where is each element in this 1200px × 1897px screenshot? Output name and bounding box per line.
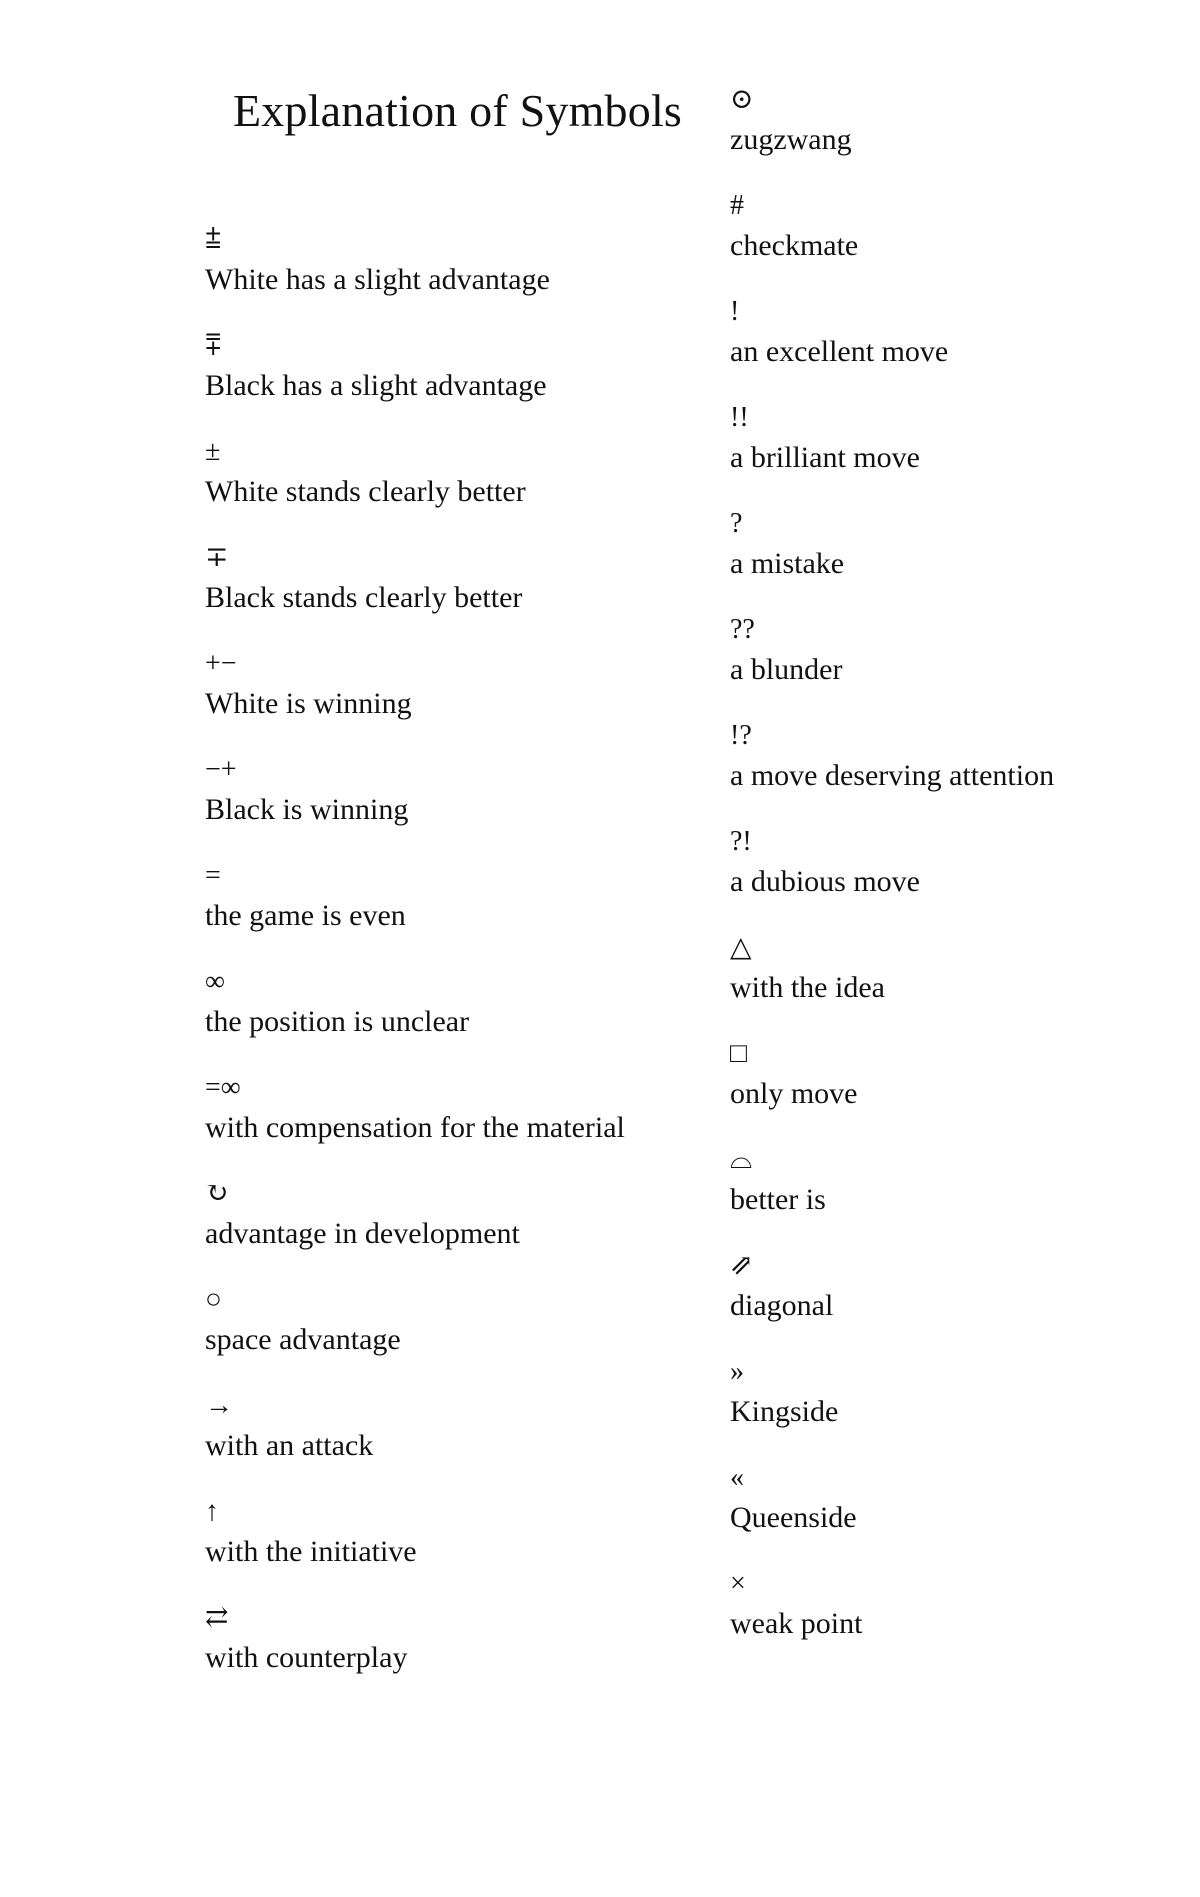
- double-right-chevron-icon: »: [730, 1356, 744, 1387]
- symbol-meaning: White has a slight advantage: [205, 263, 550, 296]
- dotted-circle-icon: ⊙: [730, 84, 754, 115]
- double-question-icon: ??: [730, 614, 755, 645]
- symbol-entry: [205, 220, 625, 326]
- symbol-entry: [730, 1034, 1054, 1140]
- symbol-entry: [205, 1598, 625, 1704]
- equal-minus-plus-icon: ⩱: [205, 330, 222, 361]
- symbol-entry: [205, 432, 625, 538]
- symbol-meaning: an excellent move: [730, 335, 949, 368]
- up-arrow-icon: ↑: [205, 1496, 219, 1527]
- infinity-icon: ∞: [205, 966, 225, 997]
- symbol-entry: [730, 398, 1054, 504]
- symbol-entry: [730, 822, 1054, 928]
- symbol-meaning: Black is winning: [205, 793, 409, 826]
- symbol-meaning: with counterplay: [205, 1641, 408, 1674]
- symbol-entry: [730, 1352, 1054, 1458]
- right-symbol-list: [730, 80, 1054, 1670]
- left-right-arrows-icon: ⇄: [205, 1602, 229, 1633]
- symbol-entry: [730, 716, 1054, 822]
- symbol-entry: [205, 1386, 625, 1492]
- symbol-meaning: Kingside: [730, 1395, 839, 1428]
- symbol-meaning: space advantage: [205, 1323, 401, 1356]
- symbol-meaning: Queenside: [730, 1501, 857, 1534]
- symbol-entry: [730, 1458, 1054, 1564]
- symbol-meaning: with the initiative: [205, 1535, 417, 1568]
- symbol-meaning: the game is even: [205, 899, 406, 932]
- symbol-meaning: the position is unclear: [205, 1005, 470, 1038]
- symbol-entry: [205, 538, 625, 644]
- symbol-meaning: with compensation for the material: [205, 1111, 625, 1144]
- hash-icon: #: [730, 190, 744, 221]
- symbol-meaning: with the idea: [730, 971, 885, 1004]
- left-symbol-list: [205, 220, 625, 1704]
- symbol-meaning: a mistake: [730, 547, 845, 580]
- symbol-meaning: Black stands clearly better: [205, 581, 523, 614]
- half-circle-icon: ⌓: [730, 1144, 753, 1175]
- symbol-meaning: White stands clearly better: [205, 475, 526, 508]
- symbol-entry: [730, 80, 1054, 186]
- symbol-meaning: Black has a slight advantage: [205, 369, 547, 402]
- equals-icon: =: [205, 860, 221, 891]
- symbol-entry: [730, 186, 1054, 292]
- triangle-icon: △: [730, 932, 752, 963]
- symbol-entry: [730, 504, 1054, 610]
- circle-icon: ○: [205, 1284, 222, 1315]
- question-icon: ?: [730, 508, 743, 539]
- square-icon: □: [730, 1038, 747, 1069]
- symbol-meaning: a blunder: [730, 653, 843, 686]
- symbol-entry: [730, 292, 1054, 398]
- symbol-meaning: better is: [730, 1183, 826, 1216]
- symbol-entry: [730, 610, 1054, 716]
- symbol-entry: [730, 1140, 1054, 1246]
- plus-equal-icon: ⩲: [205, 224, 222, 255]
- dash-plus-icon: −+: [205, 754, 237, 785]
- symbol-entry: [205, 1280, 625, 1386]
- question-exclamation-icon: ?!: [730, 826, 752, 857]
- symbol-meaning: a dubious move: [730, 865, 920, 898]
- symbol-meaning: weak point: [730, 1607, 863, 1640]
- symbol-entry: [205, 326, 625, 432]
- symbol-entry: [205, 1068, 625, 1174]
- plus-minus-icon: ±: [205, 436, 221, 467]
- symbol-meaning: zugzwang: [730, 123, 852, 156]
- page-title: Explanation of Symbols: [233, 85, 683, 136]
- double-left-chevron-icon: «: [730, 1462, 744, 1493]
- circular-arrow-icon: ↻: [205, 1178, 229, 1209]
- symbol-entry: [730, 1564, 1054, 1670]
- cross-icon: ×: [730, 1568, 746, 1599]
- symbol-entry: [205, 644, 625, 750]
- symbol-meaning: only move: [730, 1077, 858, 1110]
- symbol-meaning: with an attack: [205, 1429, 374, 1462]
- symbol-meaning: a brilliant move: [730, 441, 920, 474]
- right-arrow-icon: →: [205, 1390, 233, 1421]
- symbol-meaning: checkmate: [730, 229, 859, 262]
- symbol-meaning: advantage in development: [205, 1217, 520, 1250]
- plus-dash-icon: +−: [205, 648, 237, 679]
- symbol-entry: [205, 1492, 625, 1598]
- exclamation-question-icon: !?: [730, 720, 752, 751]
- equal-over-infinity-icon: =∞: [205, 1072, 241, 1103]
- symbol-entry: [205, 962, 625, 1068]
- symbol-meaning: a move deserving attention: [730, 759, 1055, 792]
- exclamation-icon: !: [730, 296, 740, 327]
- symbol-meaning: diagonal: [730, 1289, 834, 1322]
- symbol-entry: [205, 856, 625, 962]
- symbol-entry: [205, 1174, 625, 1280]
- symbol-meaning: White is winning: [205, 687, 412, 720]
- diagonal-arrow-icon: ⇗: [730, 1250, 754, 1281]
- symbol-entry: [205, 750, 625, 856]
- minus-plus-icon: ∓: [205, 542, 229, 573]
- double-exclamation-icon: !!: [730, 402, 749, 433]
- symbol-entry: [730, 1246, 1054, 1352]
- symbol-entry: [730, 928, 1054, 1034]
